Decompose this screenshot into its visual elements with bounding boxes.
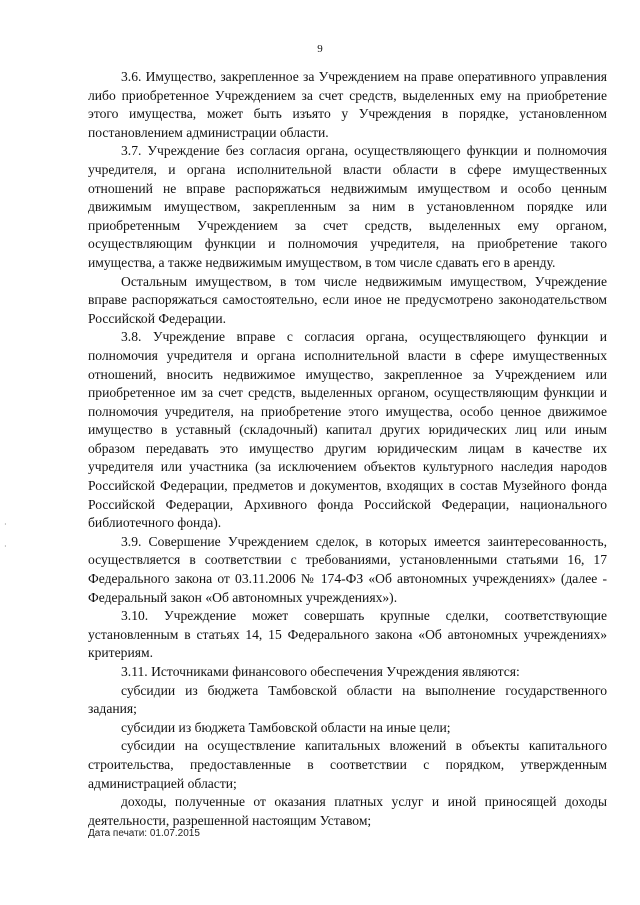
- list-item-capital-investment-subsidy: субсидии на осуществление капитальных вложений в объекты капитального строительства, предоставленные в соответствии с порядком, утвержденным администрацией области;: [88, 738, 607, 791]
- list-item-paid-services-income: доходы, полученные от оказания платных услуг и иной приносящей доходы деятельности, разрешенной настоящим Уставом;: [88, 794, 607, 828]
- paragraph-3-8: 3.8. Учреждение вправе с согласия органа, осуществляющего функции и полномочия учредителя и органа исполнительной власти в сфере имущественных отношений, вносить недвижимое имущество, закрепленное за Учреждением или приобретенное им за счет средств, выделенных органом, осуществляющим функции и полномочия учредителя, на приобретение этого имущества, особо ценное движимое имущество в уставный (складочный) капитал других юридических лиц или иным образом передавать это имущество другим юридическим лицам в качестве их учредителя или участника (за исключением объектов культурного наследия народов Российской Федерации, предметов и документов, входящих в состав Музейного фонда Российской Федерации, Архивного фонда Российской Федерации, национального библиотечного фонда).: [88, 329, 607, 531]
- list-item-state-task-subsidy: субсидии из бюджета Тамбовской области на выполнение государственного задания;: [88, 682, 607, 717]
- page-number: 9: [317, 43, 323, 55]
- paragraph-3-7: 3.7. Учреждение без согласия органа, осуществляющего функции и полномочия учредителя, и органа исполнительной власти области в сфере имущественных отношений не вправе распоряжаться недвижимым имуществом и особо ценным движимым имуществом, закрепленным за ним в установленном порядке или приобретенным Учреждением за счет средств, выделенных ему органом, осуществляющим функции и полномочия учредителя, на приобретение такого имущества, а также недвижимым имуществом, в том числе сдавать его в аренду.: [88, 143, 607, 270]
- document-body: [88, 68, 607, 830]
- margin-mark: ·: [4, 520, 7, 529]
- paragraph-3-10: 3.10. Учреждение может совершать крупные сделки, соответствующие установленным в статьях 14, 15 Федерального закона «Об автономных учреждениях» критериям.: [88, 608, 607, 661]
- paragraph-3-9: 3.9. Совершение Учреждением сделок, в которых имеется заинтересованность, осуществляется в соответствии с требованиями, установленными статьями 16, 17 Федерального закона от 03.11.2006 № 174-ФЗ «Об автономных учреждениях» (далее - Федеральный закон «Об автономных учреждениях»).: [88, 533, 607, 605]
- print-date: Дата печати: 01.07.2015: [88, 828, 200, 839]
- paragraph-3-11: 3.11. Источниками финансового обеспечения Учреждения являются:: [121, 664, 520, 679]
- list-item-other-purposes-subsidy: субсидии из бюджета Тамбовской области на иные цели;: [121, 719, 451, 735]
- paragraph-3-7-continued: Остальным имуществом, в том числе недвижимым имуществом, Учреждение вправе распоряжаться самостоятельно, если иное не предусмотрено законодательством Российской Федерации.: [88, 273, 607, 326]
- paragraph-3-6: 3.6. Имущество, закрепленное за Учреждением на праве оперативного управления либо приобретенное Учреждением за счет средств, выделенных ему на приобретение этого имущества, может быть изъято у Учреждения в порядке, установленном постановлением администрации области.: [88, 69, 607, 140]
- margin-mark: ·: [4, 542, 7, 551]
